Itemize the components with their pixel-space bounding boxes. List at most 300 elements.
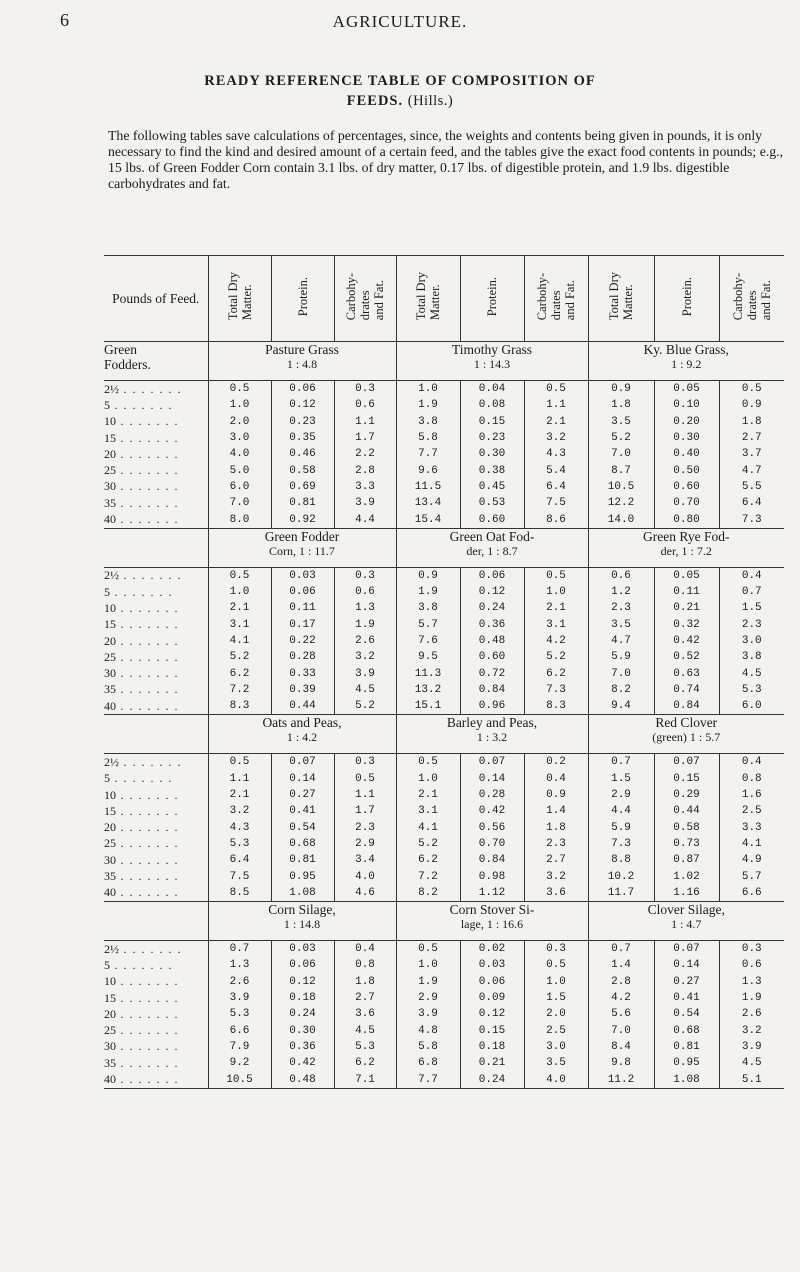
table-heading — [110, 71, 690, 111]
pounds-value: 30 — [104, 479, 116, 494]
pounds-cell — [104, 836, 208, 852]
pounds-cell — [104, 649, 208, 665]
carbohydrates-cell: 6.4 — [524, 479, 588, 495]
carbohydrates-cell: 2.3 — [524, 836, 588, 852]
carbohydrates-cell: 5.2 — [334, 698, 396, 715]
protein-cell: 0.21 — [460, 1055, 524, 1071]
carbohydrates-cell: 3.5 — [524, 1055, 588, 1071]
pounds-cell — [104, 397, 208, 413]
protein-cell: 0.81 — [271, 852, 334, 868]
dry-matter-cell: 9.8 — [588, 1055, 654, 1071]
pounds-cell — [104, 479, 208, 495]
dry-matter-cell: 4.8 — [396, 1023, 460, 1039]
pounds-value: 2½ — [104, 754, 119, 769]
feed-name: Green Fodder — [264, 528, 340, 544]
carbohydrates-cell: 2.6 — [719, 1006, 784, 1022]
carbohydrates-cell: 1.3 — [719, 974, 784, 990]
protein-cell: 0.32 — [654, 617, 719, 633]
protein-cell: 0.70 — [460, 836, 524, 852]
table-row — [104, 885, 784, 902]
protein-cell: 0.52 — [654, 649, 719, 665]
protein-cell: 0.06 — [460, 567, 524, 584]
dry-matter-cell: 6.2 — [208, 665, 271, 681]
pounds-cell — [104, 941, 208, 958]
protein-cell: 0.98 — [460, 868, 524, 884]
protein-cell: 0.20 — [654, 414, 719, 430]
protein-cell: 0.24 — [460, 1071, 524, 1088]
protein-cell: 0.07 — [271, 754, 334, 771]
pounds-value: 15 — [104, 803, 116, 818]
protein-cell: 0.11 — [654, 584, 719, 600]
dry-matter-cell: 15.1 — [396, 698, 460, 715]
carbohydrates-cell: 1.7 — [334, 430, 396, 446]
feed-name-cell — [588, 902, 784, 941]
dry-matter-cell: 4.1 — [208, 633, 271, 649]
table-row — [104, 446, 784, 462]
dry-matter-cell: 7.7 — [396, 446, 460, 462]
leader-dots: . . . . . . . — [116, 869, 179, 884]
protein-cell: 0.96 — [460, 698, 524, 715]
table-row — [104, 479, 784, 495]
feed-name: Oats and Peas, — [262, 715, 342, 731]
leader-dots: . . . . . . . — [116, 820, 179, 835]
carbohydrates-cell: 3.6 — [334, 1006, 396, 1022]
carbohydrates-cell: 2.5 — [719, 803, 784, 819]
protein-cell: 0.09 — [460, 990, 524, 1006]
dry-matter-cell: 5.7 — [396, 617, 460, 633]
protein-cell: 0.36 — [460, 617, 524, 633]
dry-matter-cell: 3.9 — [396, 1006, 460, 1022]
carbohydrates-cell: 2.8 — [334, 462, 396, 478]
protein-cell: 0.73 — [654, 836, 719, 852]
dry-matter-cell: 7.0 — [208, 495, 271, 511]
pounds-value: 30 — [104, 852, 116, 867]
protein-cell: 0.30 — [460, 446, 524, 462]
carbohydrates-cell: 1.5 — [524, 990, 588, 1006]
dry-matter-cell: 6.6 — [208, 1023, 271, 1039]
carbohydrates-cell: 2.1 — [524, 600, 588, 616]
table-row — [104, 567, 784, 584]
dry-matter-cell: 6.8 — [396, 1055, 460, 1071]
dry-matter-cell: 5.2 — [208, 649, 271, 665]
pounds-value: 40 — [104, 512, 116, 527]
pounds-cell — [104, 567, 208, 584]
dry-matter-cell: 1.9 — [396, 974, 460, 990]
header-dry-3: Total Dry Matter. — [588, 256, 654, 342]
dry-matter-cell: 2.9 — [588, 787, 654, 803]
carbohydrates-cell: 0.4 — [334, 941, 396, 958]
protein-cell: 0.72 — [460, 665, 524, 681]
dry-matter-cell: 2.8 — [588, 974, 654, 990]
pounds-cell — [104, 617, 208, 633]
feed-name-cell — [396, 528, 588, 567]
carbohydrates-cell: 5.5 — [719, 479, 784, 495]
protein-cell: 0.15 — [460, 1023, 524, 1039]
dry-matter-cell: 1.8 — [588, 397, 654, 413]
protein-cell: 0.81 — [271, 495, 334, 511]
carbohydrates-cell: 0.5 — [524, 957, 588, 973]
leader-dots: . . . . . . . — [116, 836, 179, 851]
carbohydrates-cell: 0.9 — [524, 787, 588, 803]
nutritive-ratio: (green) 1 : 5.7 — [652, 730, 721, 745]
pounds-cell — [104, 698, 208, 715]
dry-matter-cell: 11.7 — [588, 885, 654, 902]
table-row — [104, 957, 784, 973]
pounds-cell — [104, 682, 208, 698]
leader-dots: . . . . . . . — [116, 463, 179, 478]
leader-dots: . . . . . . . — [116, 430, 179, 445]
protein-cell: 0.28 — [271, 649, 334, 665]
protein-cell: 0.24 — [271, 1006, 334, 1022]
dry-matter-cell: 7.5 — [208, 868, 271, 884]
leader-dots: . . . . . . . — [116, 1006, 179, 1021]
protein-cell: 0.40 — [654, 446, 719, 462]
header-pounds: Pounds of Feed. — [104, 256, 208, 342]
intro-paragraph: The following tables save calculations of percentages, since, the weights and contents being given in pounds, it is only necessary to find the kind and desired amount of a certain feed, and the tables give the exact food contents in pounds; e.g., 15 lbs. of Green Fodder Corn contain 3.1 lbs. of dry matter, 0.17 lbs. of digestible protein, and 1.9 lbs. digestible carbohydrates and fat. — [108, 128, 784, 191]
header-carb-1: Carbohy- drates and Fat. — [334, 256, 396, 342]
pounds-value: 25 — [104, 649, 116, 664]
protein-cell: 0.60 — [460, 649, 524, 665]
carbohydrates-cell: 1.5 — [719, 600, 784, 616]
table-row — [104, 1055, 784, 1071]
pounds-value: 25 — [104, 463, 116, 478]
carbohydrates-cell: 1.1 — [524, 397, 588, 413]
pounds-cell — [104, 511, 208, 528]
protein-cell: 0.50 — [654, 462, 719, 478]
protein-cell: 0.48 — [460, 633, 524, 649]
carbohydrates-cell: 3.6 — [524, 885, 588, 902]
carbohydrates-cell: 3.1 — [524, 617, 588, 633]
dry-matter-cell: 3.5 — [588, 617, 654, 633]
dry-matter-cell: 8.5 — [208, 885, 271, 902]
protein-cell: 0.69 — [271, 479, 334, 495]
pounds-value: 40 — [104, 698, 116, 713]
protein-cell: 0.44 — [271, 698, 334, 715]
carbohydrates-cell: 2.6 — [334, 633, 396, 649]
dry-matter-cell: 0.5 — [396, 754, 460, 771]
pounds-value: 25 — [104, 1023, 116, 1038]
table-row — [104, 836, 784, 852]
protein-cell: 0.11 — [271, 600, 334, 616]
header-protein-2: Protein. — [460, 256, 524, 342]
leader-dots: . . . . . . . — [110, 957, 173, 972]
carbohydrates-cell: 0.3 — [524, 941, 588, 958]
leader-dots: . . . . . . . — [116, 682, 179, 697]
pounds-value: 35 — [104, 1055, 116, 1070]
feed-name-cell — [588, 342, 784, 381]
dry-matter-cell: 6.0 — [208, 479, 271, 495]
carbohydrates-cell: 4.2 — [524, 633, 588, 649]
pounds-cell — [104, 852, 208, 868]
table-subtitle — [110, 91, 690, 111]
carbohydrates-cell: 2.0 — [524, 1006, 588, 1022]
carbohydrates-cell: 6.2 — [524, 665, 588, 681]
feed-composition-table — [104, 255, 784, 1089]
dry-matter-cell: 7.0 — [588, 446, 654, 462]
dry-matter-cell: 5.9 — [588, 649, 654, 665]
leader-dots: . . . . . . . — [116, 990, 179, 1005]
leader-dots: . . . . . . . — [116, 414, 179, 429]
protein-cell: 0.63 — [654, 665, 719, 681]
dry-matter-cell: 5.2 — [396, 836, 460, 852]
dry-matter-cell: 15.4 — [396, 511, 460, 528]
carbohydrates-cell: 5.7 — [719, 868, 784, 884]
protein-cell: 1.16 — [654, 885, 719, 902]
carbohydrates-cell: 0.5 — [334, 771, 396, 787]
protein-cell: 0.39 — [271, 682, 334, 698]
dry-matter-cell: 1.9 — [396, 397, 460, 413]
dry-matter-cell: 9.6 — [396, 462, 460, 478]
pounds-cell — [104, 1071, 208, 1088]
protein-cell: 0.92 — [271, 511, 334, 528]
dry-matter-cell: 5.8 — [396, 1039, 460, 1055]
pounds-value: 35 — [104, 682, 116, 697]
dry-matter-cell: 3.9 — [208, 990, 271, 1006]
carbohydrates-cell: 2.7 — [719, 430, 784, 446]
dry-matter-cell: 3.8 — [396, 414, 460, 430]
carbohydrates-cell: 0.5 — [524, 567, 588, 584]
dry-matter-cell: 1.1 — [208, 771, 271, 787]
carbohydrates-cell: 3.9 — [719, 1039, 784, 1055]
nutritive-ratio: lage, 1 : 16.6 — [460, 917, 524, 932]
carbohydrates-cell: 0.3 — [334, 754, 396, 771]
dry-matter-cell: 1.3 — [208, 957, 271, 973]
carbohydrates-cell: 4.9 — [719, 852, 784, 868]
dry-matter-cell: 2.3 — [588, 600, 654, 616]
dry-matter-cell: 8.3 — [208, 698, 271, 715]
carbohydrates-cell: 4.5 — [719, 665, 784, 681]
feed-name-cell — [208, 342, 396, 381]
dry-matter-cell: 11.3 — [396, 665, 460, 681]
protein-cell: 0.29 — [654, 787, 719, 803]
protein-cell: 0.04 — [460, 381, 524, 398]
protein-cell: 0.18 — [271, 990, 334, 1006]
feed-name: Corn Stover Si- — [449, 902, 535, 918]
carbohydrates-cell: 3.8 — [719, 649, 784, 665]
carbohydrates-cell: 1.7 — [334, 803, 396, 819]
carbohydrates-cell: 3.2 — [719, 1023, 784, 1039]
leader-dots: . . . . . . . — [116, 649, 179, 664]
dry-matter-cell: 1.0 — [208, 397, 271, 413]
protein-cell: 0.22 — [271, 633, 334, 649]
carbohydrates-cell: 8.6 — [524, 511, 588, 528]
dry-matter-cell: 8.2 — [396, 885, 460, 902]
header-carb-3: Carbohy- drates and Fat. — [719, 256, 784, 342]
carbohydrates-cell: 1.1 — [334, 787, 396, 803]
table-row — [104, 1006, 784, 1022]
pounds-value: 10 — [104, 974, 116, 989]
pounds-cell — [104, 462, 208, 478]
dry-matter-cell: 8.2 — [588, 682, 654, 698]
carbohydrates-cell: 0.5 — [719, 381, 784, 398]
protein-cell: 0.28 — [460, 787, 524, 803]
pounds-cell — [104, 990, 208, 1006]
carbohydrates-cell: 5.4 — [524, 462, 588, 478]
pounds-value: 10 — [104, 600, 116, 615]
carbohydrates-cell: 1.6 — [719, 787, 784, 803]
column-header-row — [104, 256, 784, 342]
protein-cell: 0.03 — [271, 941, 334, 958]
leader-dots: . . . . . . . — [119, 941, 182, 956]
dry-matter-cell: 14.0 — [588, 511, 654, 528]
table-row — [104, 397, 784, 413]
dry-matter-cell: 5.6 — [588, 1006, 654, 1022]
protein-cell: 0.54 — [271, 820, 334, 836]
protein-cell: 0.48 — [271, 1071, 334, 1088]
feed-name: Green Rye Fod- — [643, 528, 730, 544]
nutritive-ratio: 1 : 14.8 — [283, 917, 321, 932]
protein-cell: 0.02 — [460, 941, 524, 958]
table-row — [104, 633, 784, 649]
carbohydrates-cell: 1.8 — [524, 820, 588, 836]
table-row — [104, 584, 784, 600]
carbohydrates-cell: 4.6 — [334, 885, 396, 902]
dry-matter-cell: 5.8 — [396, 430, 460, 446]
dry-matter-cell: 1.0 — [396, 381, 460, 398]
protein-cell: 0.87 — [654, 852, 719, 868]
protein-cell: 0.12 — [460, 584, 524, 600]
protein-cell: 0.58 — [271, 462, 334, 478]
protein-cell: 0.81 — [654, 1039, 719, 1055]
protein-cell: 0.27 — [271, 787, 334, 803]
protein-cell: 0.60 — [654, 479, 719, 495]
carbohydrates-cell: 1.9 — [719, 990, 784, 1006]
table-row — [104, 414, 784, 430]
carbohydrates-cell: 4.0 — [524, 1071, 588, 1088]
dry-matter-cell: 0.5 — [208, 754, 271, 771]
carbohydrates-cell: 3.3 — [719, 820, 784, 836]
protein-cell: 0.06 — [271, 381, 334, 398]
feed-name: Ky. Blue Grass, — [643, 342, 729, 357]
pounds-value: 2½ — [104, 381, 119, 396]
leader-dots: . . . . . . . — [116, 787, 179, 802]
carbohydrates-cell: 0.6 — [334, 584, 396, 600]
table-row — [104, 665, 784, 681]
dry-matter-cell: 0.7 — [208, 941, 271, 958]
table-row — [104, 1023, 784, 1039]
dry-matter-cell: 1.5 — [588, 771, 654, 787]
protein-cell: 0.70 — [654, 495, 719, 511]
pounds-cell — [104, 584, 208, 600]
leader-dots: . . . . . . . — [116, 512, 179, 527]
protein-cell: 0.15 — [654, 771, 719, 787]
carbohydrates-cell: 6.0 — [719, 698, 784, 715]
carbohydrates-cell: 2.3 — [334, 820, 396, 836]
table-row — [104, 1039, 784, 1055]
header-dry-2: Total Dry Matter. — [396, 256, 460, 342]
pounds-cell — [104, 820, 208, 836]
feed-name-cell — [396, 715, 588, 754]
carbohydrates-cell: 0.3 — [334, 567, 396, 584]
dry-matter-cell: 9.5 — [396, 649, 460, 665]
protein-cell: 0.06 — [271, 584, 334, 600]
carbohydrates-cell: 0.5 — [524, 381, 588, 398]
carbohydrates-cell: 3.2 — [524, 430, 588, 446]
pounds-cell — [104, 868, 208, 884]
carbohydrates-cell: 0.8 — [719, 771, 784, 787]
leader-dots: . . . . . . . — [116, 974, 179, 989]
protein-cell: 0.56 — [460, 820, 524, 836]
carbohydrates-cell: 1.3 — [334, 600, 396, 616]
feed-name-cell — [396, 342, 588, 381]
carbohydrates-cell: 7.3 — [524, 682, 588, 698]
group-row-label: Green Fodders. — [104, 342, 208, 381]
dry-matter-cell: 2.0 — [208, 414, 271, 430]
carbohydrates-cell: 8.3 — [524, 698, 588, 715]
protein-cell: 0.45 — [460, 479, 524, 495]
carbohydrates-cell: 3.0 — [719, 633, 784, 649]
carbohydrates-cell: 4.5 — [334, 682, 396, 698]
pounds-value: 2½ — [104, 941, 119, 956]
carbohydrates-cell: 3.4 — [334, 852, 396, 868]
pounds-cell — [104, 430, 208, 446]
dry-matter-cell: 5.3 — [208, 836, 271, 852]
dry-matter-cell: 7.7 — [396, 1071, 460, 1088]
leader-dots: . . . . . . . — [110, 771, 173, 786]
protein-cell: 0.74 — [654, 682, 719, 698]
carbohydrates-cell: 0.3 — [719, 941, 784, 958]
table-row — [104, 868, 784, 884]
dry-matter-cell: 0.5 — [208, 381, 271, 398]
protein-cell: 0.24 — [460, 600, 524, 616]
carbohydrates-cell: 0.6 — [334, 397, 396, 413]
table-row — [104, 941, 784, 958]
dry-matter-cell: 13.4 — [396, 495, 460, 511]
feed-name: Clover Silage, — [647, 902, 725, 918]
carbohydrates-cell: 4.3 — [524, 446, 588, 462]
carbohydrates-cell: 1.4 — [524, 803, 588, 819]
protein-cell: 0.42 — [460, 803, 524, 819]
feed-group-header — [104, 902, 784, 941]
group-row-label — [104, 715, 208, 754]
dry-matter-cell: 0.7 — [588, 754, 654, 771]
carbohydrates-cell: 0.4 — [719, 567, 784, 584]
nutritive-ratio: 1 : 4.8 — [286, 357, 318, 371]
protein-cell: 0.23 — [271, 414, 334, 430]
protein-cell: 0.35 — [271, 430, 334, 446]
dry-matter-cell: 2.1 — [208, 600, 271, 616]
pounds-value: 40 — [104, 1072, 116, 1087]
leader-dots: . . . . . . . — [116, 495, 179, 510]
pounds-value: 15 — [104, 990, 116, 1005]
leader-dots: . . . . . . . — [116, 600, 179, 615]
pounds-value: 5 — [104, 957, 110, 972]
nutritive-ratio: 1 : 9.2 — [671, 357, 702, 371]
pounds-cell — [104, 446, 208, 462]
carbohydrates-cell: 4.4 — [334, 511, 396, 528]
table-row — [104, 462, 784, 478]
dry-matter-cell: 0.7 — [588, 941, 654, 958]
page-number: 6 — [60, 10, 69, 30]
table-row — [104, 787, 784, 803]
pounds-cell — [104, 974, 208, 990]
feed-name: Corn Silage, — [268, 902, 336, 918]
carbohydrates-cell: 5.3 — [719, 682, 784, 698]
table-row — [104, 974, 784, 990]
protein-cell: 0.06 — [460, 974, 524, 990]
carbohydrates-cell: 1.9 — [334, 617, 396, 633]
table-row — [104, 771, 784, 787]
pounds-value: 5 — [104, 584, 110, 599]
leader-dots: . . . . . . . — [110, 584, 173, 599]
leader-dots: . . . . . . . — [119, 754, 182, 769]
dry-matter-cell: 3.8 — [396, 600, 460, 616]
carbohydrates-cell: 2.7 — [524, 852, 588, 868]
dry-matter-cell: 0.5 — [208, 567, 271, 584]
nutritive-ratio: der, 1 : 7.2 — [660, 543, 712, 558]
protein-cell: 0.10 — [654, 397, 719, 413]
carbohydrates-cell: 4.5 — [719, 1055, 784, 1071]
